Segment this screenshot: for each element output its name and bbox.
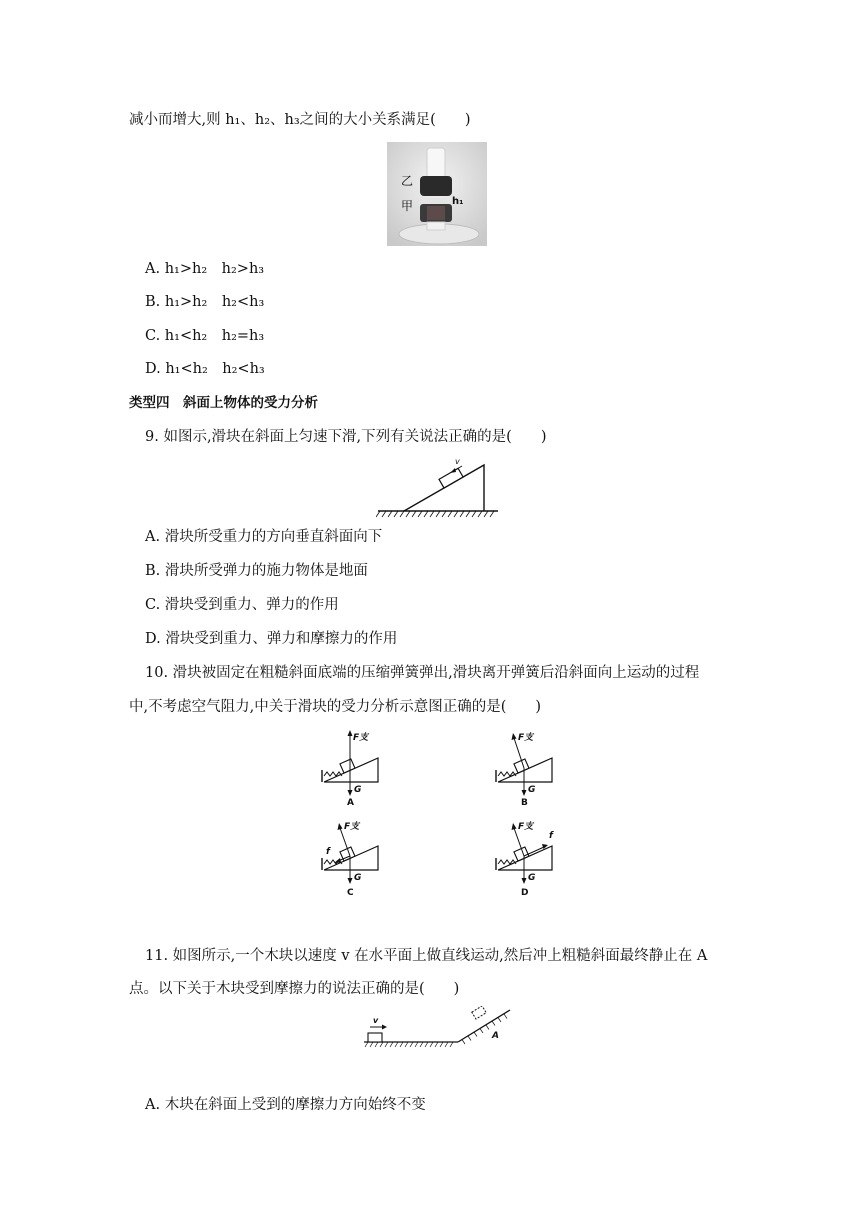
q10c-friction-label: f	[326, 847, 330, 857]
q9-option-b: B. 滑块所受弹力的施力物体是地面	[145, 563, 368, 579]
q11-option-a: A. 木块在斜面上受到的摩擦力方向始终不变	[145, 1097, 426, 1113]
section-title: 类型四 斜面上物体的受力分析	[129, 395, 318, 411]
q10a-force-support-label: F支	[353, 733, 369, 743]
label-jia: 甲	[401, 199, 414, 213]
q11-ramp-figure	[362, 1006, 514, 1050]
q10d-force-support-label: F支	[518, 822, 534, 832]
q9-option-d: D. 滑块受到重力、弹力和摩擦力的作用	[145, 631, 398, 647]
q11-label-v: v	[373, 1016, 379, 1025]
q10b-force-support-label: F支	[518, 733, 534, 743]
q10-stem-line2: 中,不考虑空气阻力,中关于滑块的受力分析示意图正确的是( )	[129, 699, 542, 715]
q8-option-c: C. h₁<h₂ h₂=h₃	[145, 328, 265, 344]
label-h1: h₁	[452, 196, 464, 207]
q10c-gravity-label: G	[354, 873, 362, 883]
q8-stem-tail: 减小而增大,则 h₁、h₂、h₃之间的大小关系满足( )	[129, 112, 471, 128]
q10d-letter: D	[521, 888, 529, 898]
q10d-friction-label: f	[549, 831, 553, 841]
q10d-gravity-label: G	[528, 873, 536, 883]
q10b-letter: B	[521, 798, 528, 808]
q10a-gravity-label: G	[354, 785, 362, 795]
q10b-gravity-label: G	[528, 785, 536, 795]
q11-stem-line1: 11. 如图所示,一个木块以速度 v 在水平面上做直线运动,然后冲上粗糙斜面最终静止在 A	[145, 948, 708, 964]
q10-diagram-b	[492, 726, 558, 808]
q10-diagram-c	[318, 814, 384, 898]
q8-option-d: D. h₁<h₂ h₂<h₃	[145, 361, 265, 377]
q9-option-a: A. 滑块所受重力的方向垂直斜面向下	[145, 529, 383, 545]
q9-option-c: C. 滑块受到重力、弹力的作用	[145, 597, 339, 613]
q9-incline-figure	[376, 453, 500, 519]
q10c-letter: C	[347, 888, 354, 898]
q8-option-b: B. h₁>h₂ h₂<h₃	[145, 294, 265, 310]
q8-option-a: A. h₁>h₂ h₂>h₃	[145, 261, 265, 277]
q9-label-v: v	[455, 457, 460, 466]
q11-label-a: A	[492, 1031, 499, 1041]
label-yi: 乙	[401, 174, 414, 188]
q10-diagram-a	[318, 726, 384, 808]
q10-stem-line1: 10. 滑块被固定在粗糙斜面底端的压缩弹簧弹出,滑块离开弹簧后沿斜面向上运动的过程	[145, 665, 700, 681]
q10a-letter: A	[347, 798, 354, 808]
q11-stem-line2: 点。以下关于木块受到摩擦力的说法正确的是( )	[129, 981, 460, 997]
q9-stem: 9. 如图示,滑块在斜面上匀速下滑,下列有关说法正确的是( )	[145, 429, 547, 445]
q10c-force-support-label: F支	[344, 822, 360, 832]
q10-diagram-d	[492, 814, 562, 898]
stacked-magnets-photo	[387, 142, 487, 246]
